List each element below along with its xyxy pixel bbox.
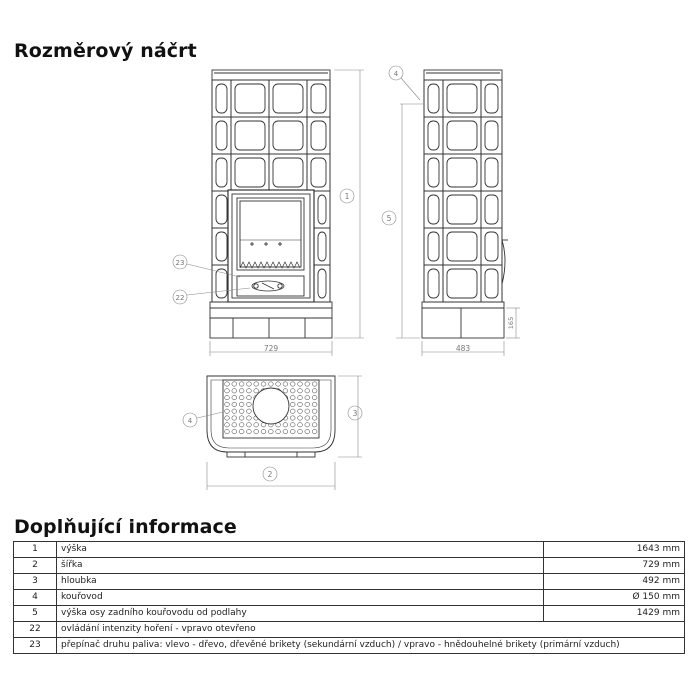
- front-plinth: [210, 302, 332, 338]
- callout-5: 5: [386, 214, 392, 223]
- table-row: [14, 638, 685, 654]
- callout-22: 22: [175, 294, 185, 302]
- callout-2: 2: [267, 470, 273, 479]
- callout-4-top: 4: [187, 417, 193, 425]
- row-value: 1643 mm: [543, 542, 684, 558]
- table-row: [14, 542, 685, 558]
- row-number: 23: [14, 638, 57, 654]
- callout-23: 23: [175, 259, 185, 267]
- row-number: 3: [14, 574, 57, 590]
- row-number: 4: [14, 590, 57, 606]
- row-label: kouřovod: [57, 590, 544, 606]
- side-view: [422, 70, 508, 338]
- row-number: 22: [14, 622, 57, 638]
- row-label: ovládání intenzity hoření - vpravo otevřeno: [57, 622, 685, 638]
- row-number: 2: [14, 558, 57, 574]
- side-base-height-label: 165: [507, 316, 515, 330]
- table-row: [14, 574, 685, 590]
- row-value: 1429 mm: [543, 606, 684, 622]
- side-door-handle: [502, 240, 505, 284]
- sketch-heading: Rozměrový náčrt: [14, 40, 197, 62]
- row-number: 5: [14, 606, 57, 622]
- flue-opening: [253, 388, 289, 424]
- row-label: výška: [57, 542, 544, 558]
- row-value: 729 mm: [543, 558, 684, 574]
- side-depth-label: 483: [455, 344, 471, 353]
- top-door-edge: [227, 452, 315, 457]
- side-tiles: [424, 80, 502, 302]
- row-label: výška osy zadního kouřovodu od podlahy: [57, 606, 544, 622]
- table-row: [14, 622, 685, 638]
- info-table: [13, 541, 685, 654]
- front-width-label: 729: [263, 344, 279, 353]
- side-dimensions: [382, 66, 520, 356]
- row-label: šířka: [57, 558, 544, 574]
- table-row: [14, 558, 685, 574]
- table-row: [14, 606, 685, 622]
- side-plinth: [422, 308, 504, 338]
- callout-3: 3: [352, 409, 358, 418]
- row-label: přepínač druhu paliva: vlevo - dřevo, dřevěné brikety (sekundární vzduch) / vpravo - hnědouhelné brikety (primární vzduch): [57, 638, 685, 654]
- row-number: 1: [14, 542, 57, 558]
- front-door: [228, 190, 314, 302]
- row-label: hloubka: [57, 574, 544, 590]
- table-row: [14, 590, 685, 606]
- callout-4-side: 4: [393, 70, 399, 78]
- front-top-cap: [212, 70, 330, 80]
- callout-1: 1: [344, 192, 350, 201]
- front-view: [210, 70, 332, 338]
- side-top-cap: [424, 70, 502, 80]
- row-value: Ø 150 mm: [543, 590, 684, 606]
- top-view: [207, 376, 335, 457]
- row-value: 492 mm: [543, 574, 684, 590]
- side-plinth-top: [422, 302, 504, 308]
- info-heading: Doplňující informace: [14, 516, 237, 538]
